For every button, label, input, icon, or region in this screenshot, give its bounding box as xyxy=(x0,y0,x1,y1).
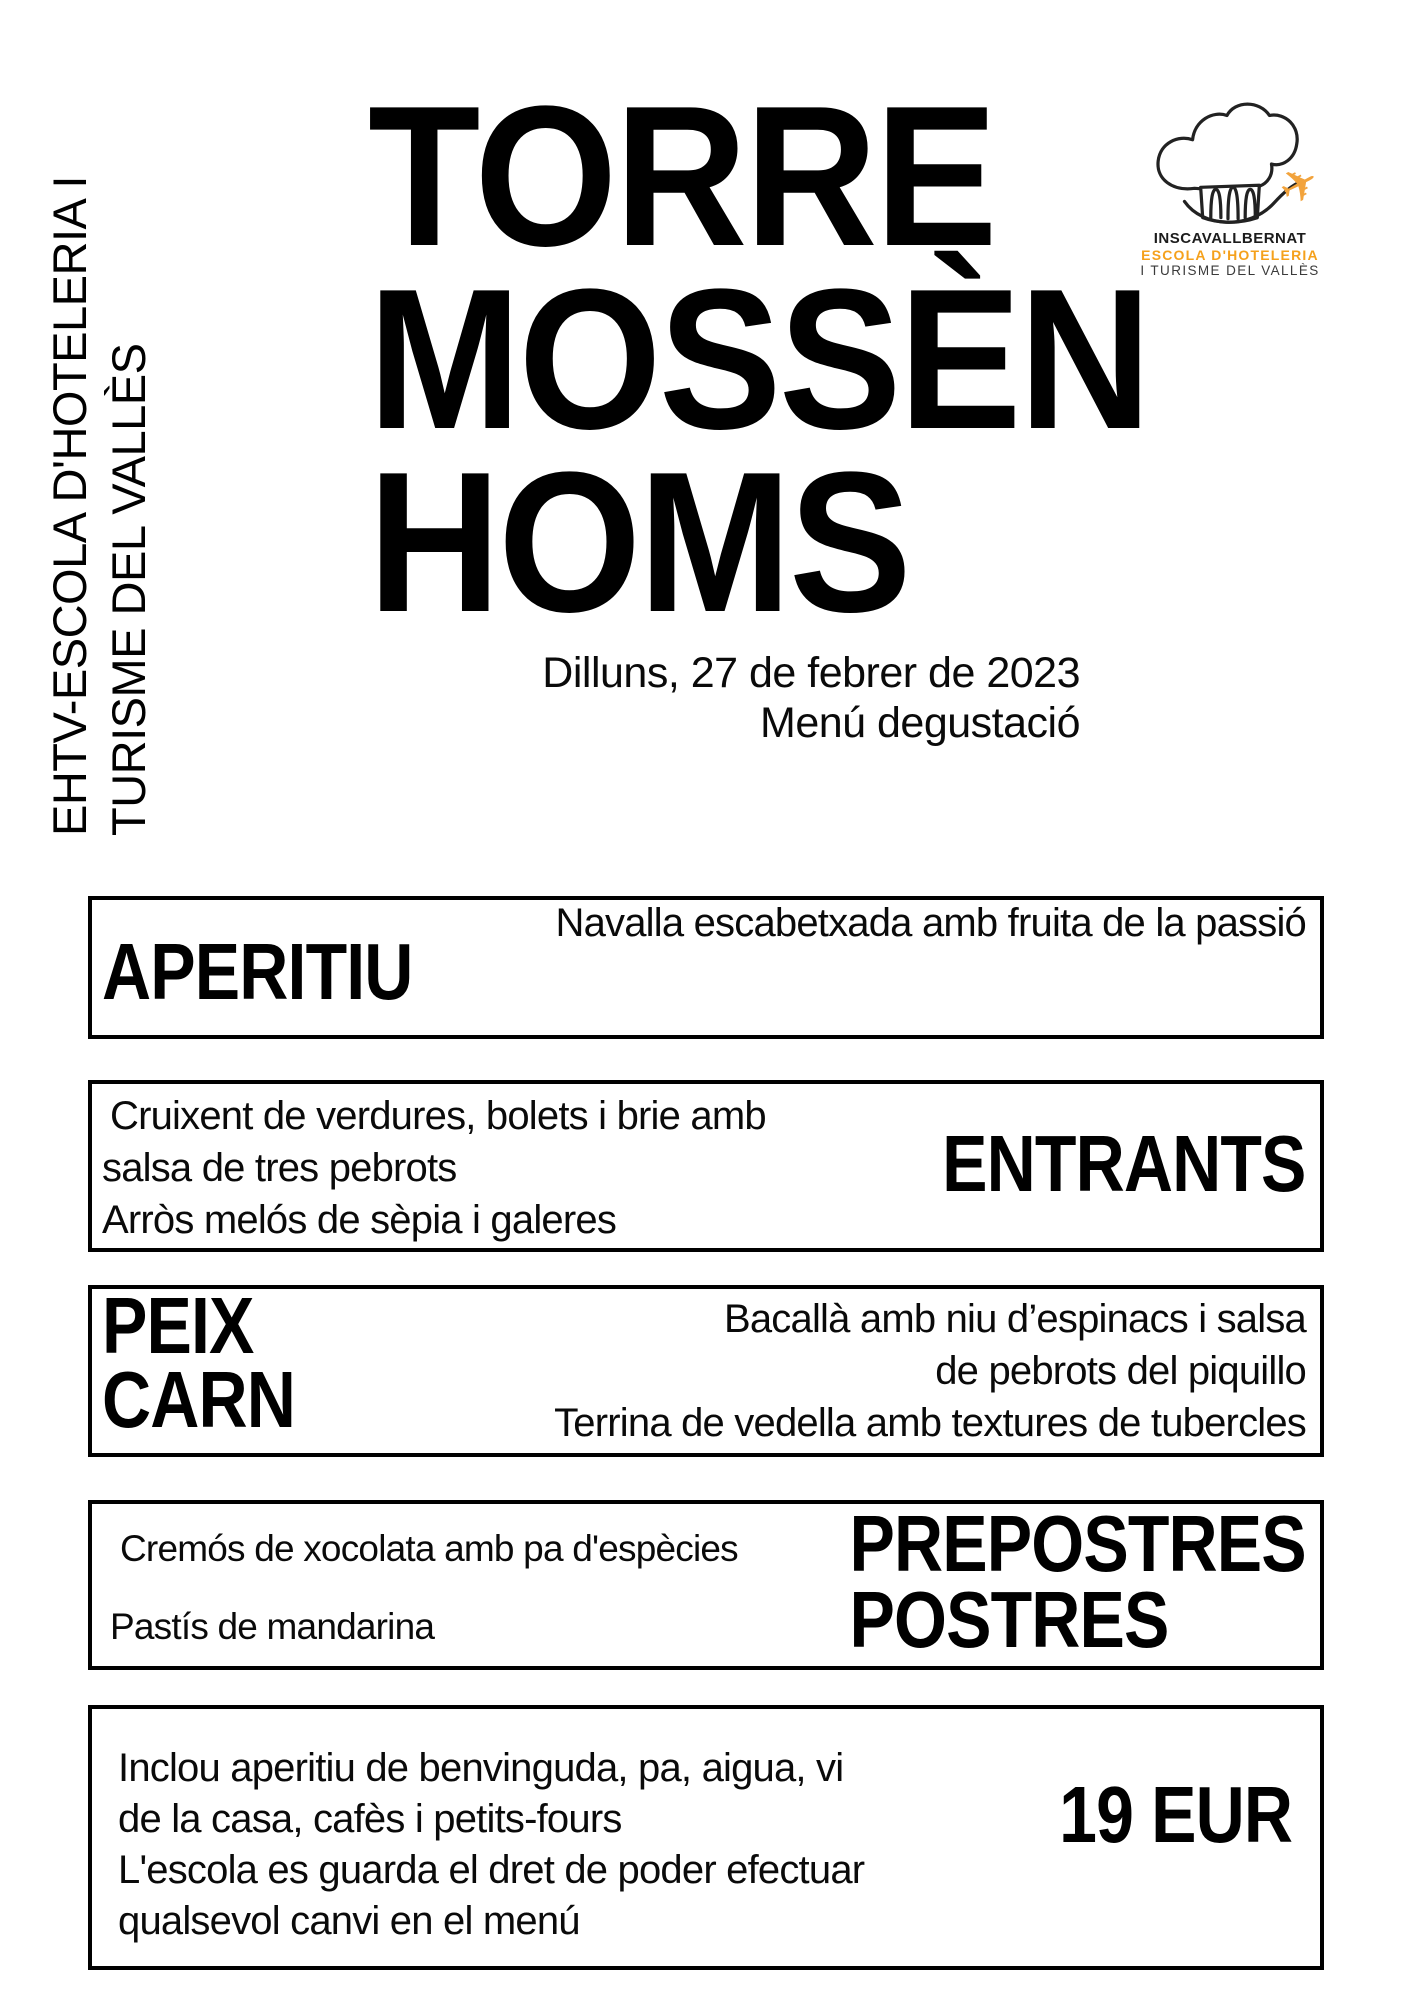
info-text xyxy=(118,1743,864,1947)
title-line3: HOMS xyxy=(368,431,909,654)
airplane-icon: ✈ xyxy=(1270,152,1329,218)
school-banner xyxy=(40,98,162,836)
school-banner-line1: EHTV-ESCOLA D'HOTELERIA I xyxy=(43,176,96,836)
info-line: qualsevol canvi en el menú xyxy=(118,1899,580,1943)
prepostres-title: PREPOSTRES xyxy=(849,1499,1306,1588)
carn-title: CARN xyxy=(102,1355,296,1444)
aperitiu-item: Navalla escabetxada amb fruita de la passió xyxy=(555,901,1306,945)
postres-item-line: Cremós de xocolata amb pa d'espècies xyxy=(120,1528,738,1569)
title-line2: MOSSÈN xyxy=(368,248,1149,471)
info-line: de la casa, cafès i petits-fours xyxy=(118,1797,622,1841)
peix-title: PEIX xyxy=(102,1281,254,1370)
logo-region-line: I TURISME DEL VALLÈS xyxy=(1140,263,1320,278)
postres-titles xyxy=(849,1499,1306,1664)
logo-name: INSCAVALLBERNAT xyxy=(1153,230,1307,247)
peix-carn-item-line: Terrina de vedella amb textures de tubercles xyxy=(554,1401,1306,1445)
peix-carn-item-line: Bacallà amb niu d’espinacs i salsa xyxy=(723,1297,1306,1341)
info-line: L'escola es guarda el dret de poder efectuar xyxy=(118,1848,865,1892)
menu-subtitle: Menú degustació xyxy=(760,699,1080,747)
peix-carn-item-line: de pebrots del piquillo xyxy=(935,1349,1306,1393)
menu-date: Dilluns, 27 de febrer de 2023 xyxy=(542,649,1080,697)
logo-school-line: ESCOLA D'HOTELERIA xyxy=(1141,247,1319,263)
section-postres xyxy=(88,1500,1324,1670)
entrants-items xyxy=(102,1090,766,1246)
info-line: Inclou aperitiu de benvinguda, pa, aigua, vi xyxy=(118,1746,844,1790)
aperitiu-title: APERITIU xyxy=(102,927,413,1016)
postres-title: POSTRES xyxy=(849,1575,1169,1664)
entrants-item-line: Arròs melós de sèpia i galeres xyxy=(102,1198,617,1242)
section-entrants xyxy=(88,1080,1324,1252)
section-aperitiu xyxy=(88,896,1324,1039)
date-block xyxy=(542,648,1080,748)
school-banner-line2: TURISME DEL VALLÈS xyxy=(102,343,155,836)
peix-carn-titles xyxy=(102,1281,296,1444)
postres-item-line: Pastís de mandarina xyxy=(110,1606,435,1647)
title-line1: TORRE xyxy=(368,65,995,288)
school-logo xyxy=(1130,72,1380,307)
page-title xyxy=(368,65,1149,654)
section-info xyxy=(88,1705,1324,1970)
peix-carn-items xyxy=(554,1293,1306,1449)
menu-price: 19 EUR xyxy=(1058,1770,1292,1859)
section-peix-carn xyxy=(88,1281,1324,1457)
entrants-item-line: salsa de tres pebrots xyxy=(102,1146,457,1190)
logo-text xyxy=(1130,230,1330,279)
school-banner-text xyxy=(40,98,162,836)
entrants-item-line: Cruixent de verdures, bolets i brie amb xyxy=(110,1094,766,1138)
entrants-title: ENTRANTS xyxy=(942,1119,1306,1208)
